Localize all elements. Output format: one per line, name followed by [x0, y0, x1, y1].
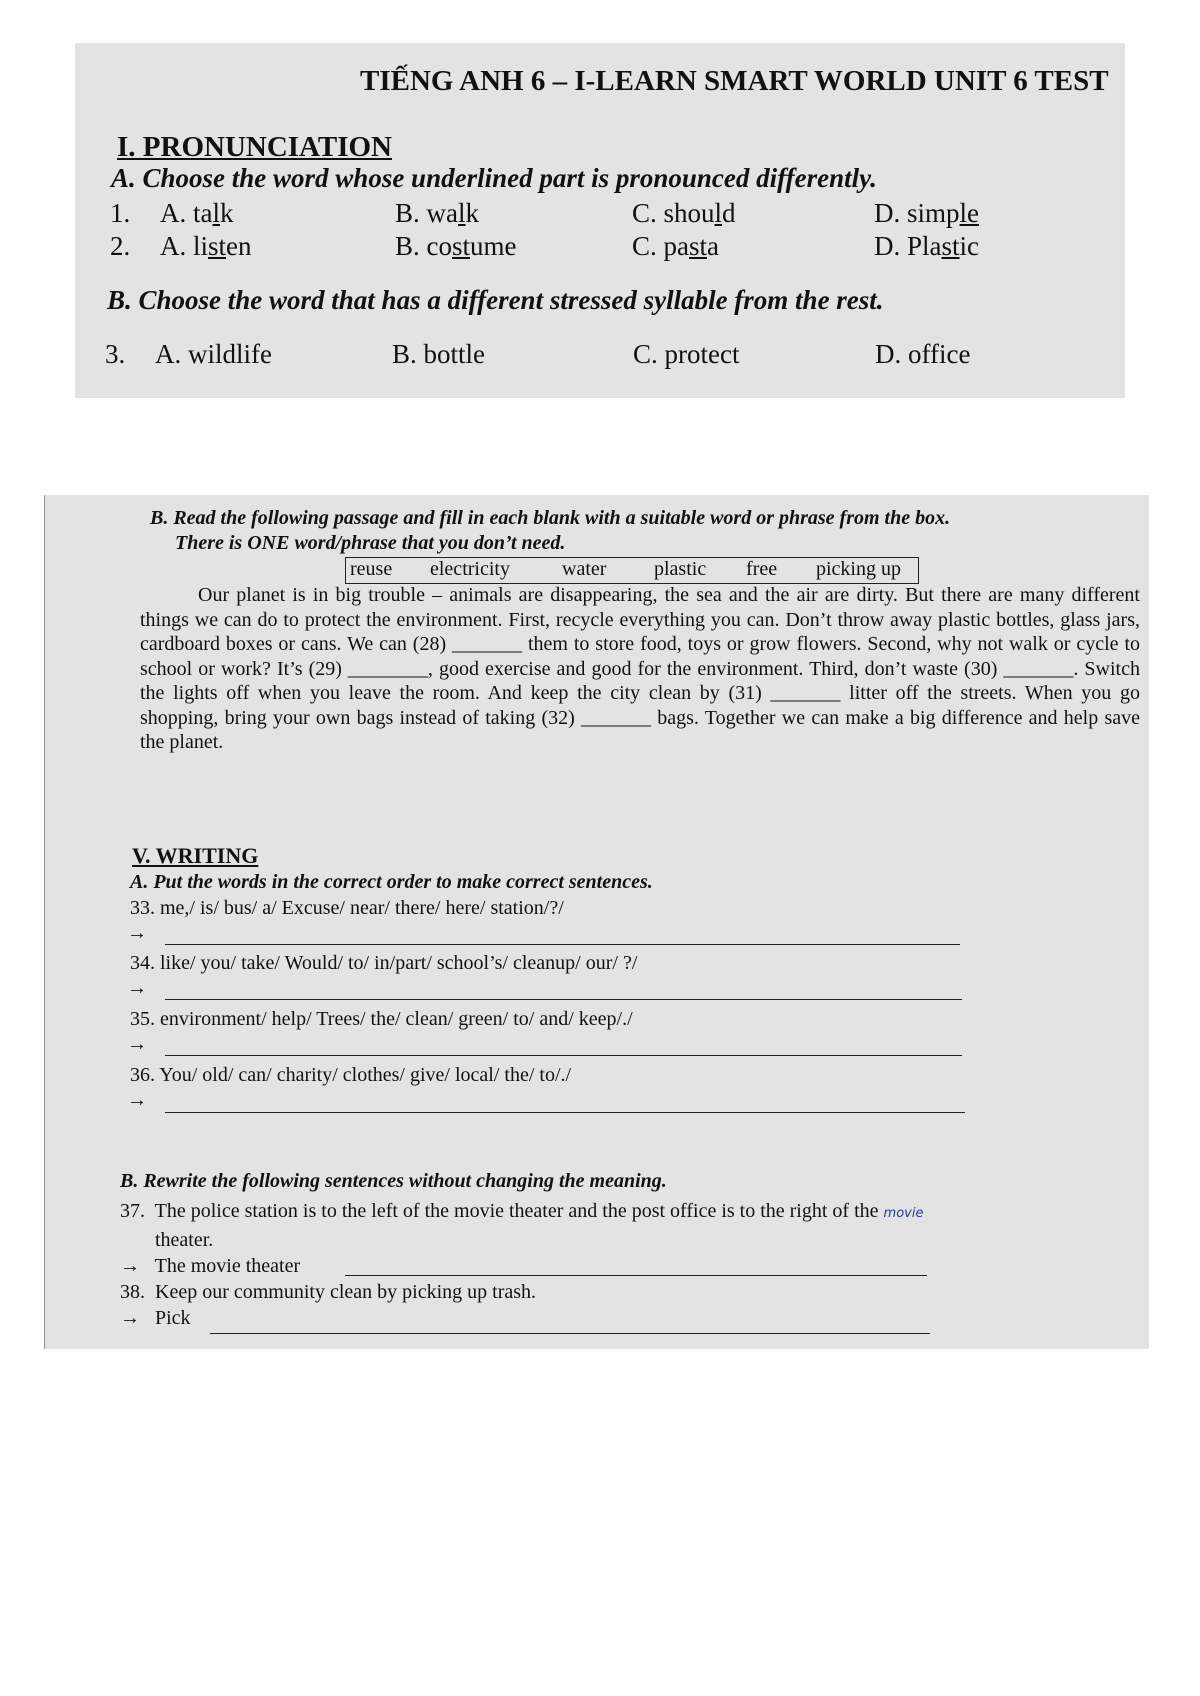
question-number: 3. — [105, 339, 126, 369]
question-2 — [110, 231, 1110, 265]
arrow-icon: → — [120, 1307, 140, 1329]
pronunciation-panel — [75, 43, 1125, 398]
question-3 — [105, 339, 1105, 373]
answer-line[interactable] — [345, 1275, 927, 1276]
box-word: reuse — [350, 558, 393, 580]
question-37: 37. The police station is to the left of the movie theater and the post office is to the right of the movie theater. → The movie theater 38. Keep our community clean by picking up trash. → Pick — [120, 1200, 924, 1329]
question-33: 33. me,/ is/ bus/ a/ Excuse/ near/ there/ here/ station/?/ — [130, 897, 564, 919]
passage-text: Our planet is in big trouble – animals are disappearing, the sea and the air are dirty. But there are many different things we can do to protect the environment. First, recycle everything you can. Don’t throw away plastic bottles, glass jars, cardboard boxes or cans. We can (28) _______ them to store food, toys or grow flowers. Second, why not walk or cycle to school or work? It’s (29) ________, good exercise and good for the environment. Third, don’t waste (30) _______. Switch the lights off when you leave the room. And keep the city clean by (31) _______ litter off the streets. When you go shopping, bring your own bags instead of taking (32) _______ bags. Together we can make a big difference and help save the planet. — [140, 584, 1140, 753]
arrow-icon: → — [127, 1033, 147, 1055]
option-c: C. should — [632, 198, 736, 228]
option-c: C. protect — [633, 339, 740, 369]
arrow-icon: → — [127, 922, 147, 944]
reading-instruction: B. Read the following passage and fill in each blank with a suitable word or phrase from the box. — [150, 507, 951, 529]
question-1 — [110, 198, 1110, 232]
option-a: A. talk — [160, 198, 234, 228]
box-word: free — [746, 558, 778, 580]
answer-line[interactable] — [165, 1112, 965, 1113]
box-word: picking up — [816, 558, 901, 580]
question-36: 36. You/ old/ can/ charity/ clothes/ give/ local/ the/ to/./ — [130, 1064, 572, 1086]
arrow-icon: → — [120, 1255, 140, 1277]
box-word: plastic — [654, 558, 707, 580]
question-number: 2. — [110, 231, 131, 261]
option-b: B. walk — [395, 198, 480, 228]
option-c: C. pasta — [632, 231, 719, 261]
writing-part-b-instruction: B. Rewrite the following sentences without changing the meaning. — [120, 1170, 667, 1192]
option-a: A. listen — [160, 231, 252, 261]
question-35: 35. environment/ help/ Trees/ the/ clean/ green/ to/ and/ keep/./ — [130, 1008, 633, 1030]
part-a-instruction: A. Choose the word whose underlined part is pronounced differently. — [111, 163, 877, 193]
arrow-icon: → — [127, 977, 147, 999]
box-word: water — [562, 558, 607, 580]
option-d: D. simple — [874, 198, 980, 228]
reading-instruction-note: There is ONE word/phrase that you don’t need. — [175, 532, 566, 554]
answer-line[interactable] — [165, 1055, 962, 1056]
answer-line[interactable] — [165, 999, 962, 1000]
option-b: B. costume — [395, 231, 517, 261]
page-title: TIẾNG ANH 6 – I-LEARN SMART WORLD UNIT 6 TEST — [360, 65, 1109, 97]
option-d: D. Plastic — [874, 231, 980, 261]
answer-line[interactable] — [210, 1333, 930, 1334]
answer-line[interactable] — [165, 944, 960, 945]
option-d: D. office — [875, 339, 971, 369]
question-number: 1. — [110, 198, 131, 228]
option-b: B. bottle — [392, 339, 485, 369]
writing-heading: V. WRITING — [132, 843, 259, 868]
word-box — [345, 557, 919, 584]
option-a: A. wildlife — [155, 339, 272, 369]
box-word: electricity — [430, 558, 510, 580]
pronunciation-heading: I. PRONUNCIATION — [117, 131, 392, 163]
question-34: 34. like/ you/ take/ Would/ to/ in/part/ school’s/ cleanup/ our/ ?/ — [130, 952, 638, 974]
handwritten-note: movie — [883, 1206, 924, 1221]
writing-part-a-instruction: A. Put the words in the correct order to make correct sentences. — [130, 871, 653, 893]
reading-passage — [140, 583, 1140, 755]
reading-writing-panel — [44, 495, 1149, 1349]
arrow-icon: → — [127, 1089, 147, 1111]
part-b-instruction: B. Choose the word that has a different stressed syllable from the rest. — [107, 285, 884, 315]
